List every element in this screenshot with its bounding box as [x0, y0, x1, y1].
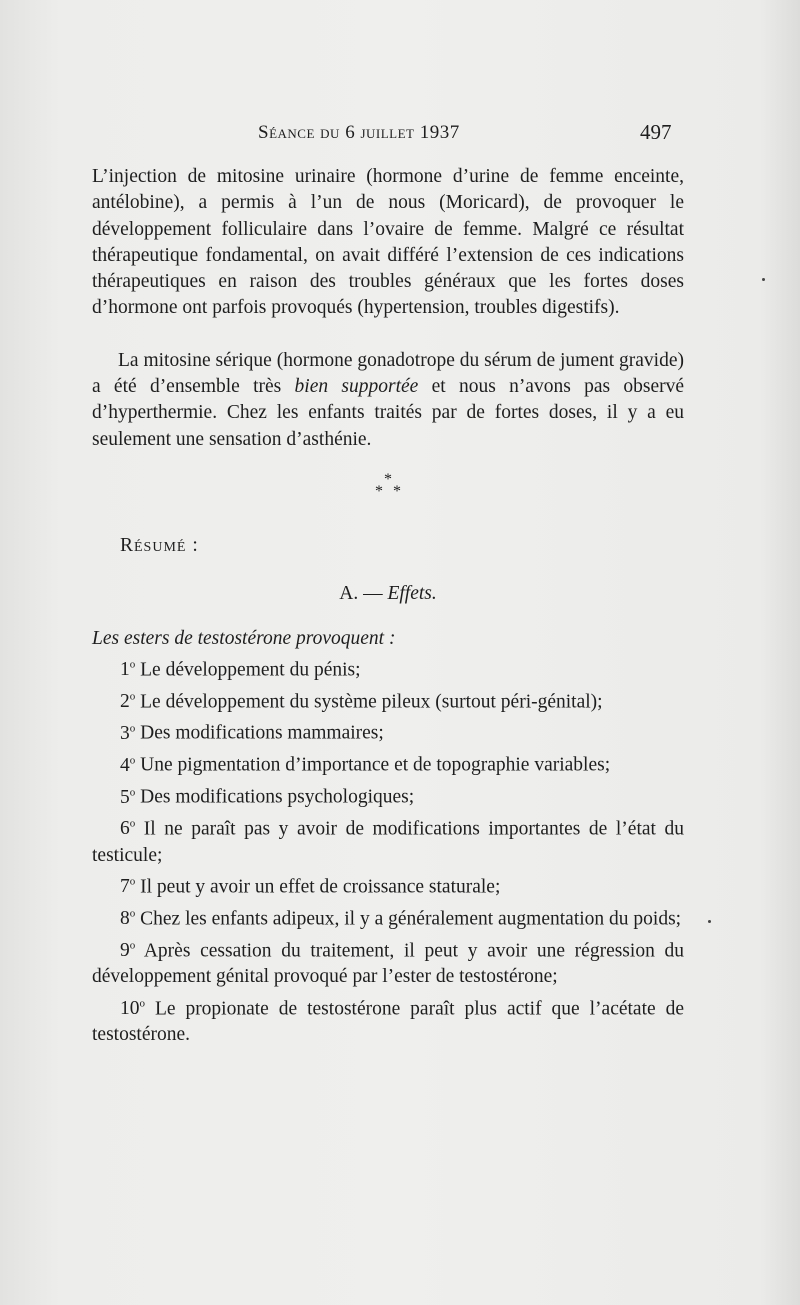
item-number-value: 2 — [120, 691, 130, 713]
item-number — [120, 818, 135, 839]
emphasis-text: bien supportée — [294, 376, 419, 398]
ordinal-marker: o — [129, 875, 136, 888]
list-item — [92, 715, 684, 747]
item-number-value: 3 — [120, 722, 130, 744]
ordinal-marker: o — [139, 997, 145, 1010]
running-head — [258, 122, 460, 144]
ordinal-marker: o — [129, 786, 136, 799]
item-number-value: 4 — [120, 754, 130, 776]
item-text: Il peut y avoir un effet de croissance staturale; — [140, 876, 501, 898]
item-text: Une pigmentation d’importance et de topographie variables; — [140, 754, 611, 776]
resume-heading: Résumé : — [120, 534, 199, 556]
ordinal-marker: o — [129, 722, 136, 735]
item-number-value: 10 — [120, 998, 140, 1020]
list-item — [92, 869, 684, 901]
running-head-month: juillet — [360, 122, 415, 143]
list-item — [92, 684, 684, 716]
ordinal-marker: o — [129, 817, 136, 830]
item-text: Le propionate de testostérone paraît plus actif que l’acétate de testostérone. — [92, 998, 684, 1046]
item-text: Le développement du système pileux (surtout péri-génital); — [140, 691, 603, 713]
page-number: 497 — [640, 120, 672, 144]
running-head-prefix: Séance du — [258, 122, 340, 143]
item-number — [120, 723, 135, 744]
item-number — [120, 908, 135, 929]
item-number-value: 6 — [120, 818, 130, 840]
item-number — [120, 659, 135, 680]
section-title: Effets. — [387, 583, 437, 605]
effects-list — [92, 652, 684, 1049]
asterism — [92, 463, 684, 525]
item-number — [120, 876, 135, 897]
paragraph-mitosine-serique — [92, 348, 684, 453]
item-number-value: 5 — [120, 786, 130, 808]
ordinal-marker: o — [129, 907, 136, 920]
item-number-value: 9 — [120, 940, 130, 962]
section-heading — [92, 581, 684, 607]
asterism-star: * — [393, 482, 401, 500]
paragraph-text: La mitosine sérique (hormone gonadotrope du sérum de jument gravide) a été d’ensemble très — [92, 349, 684, 398]
item-text: Il ne paraît pas y avoir de modifications importantes de l’état du testicule; — [92, 818, 684, 866]
item-number — [120, 940, 135, 961]
page-body — [92, 164, 684, 1049]
item-text: Après cessation du traitement, il peut y avoir une régression du développement génital provoqué par l’ester de testostérone; — [92, 940, 684, 988]
scan-speck — [762, 278, 765, 281]
list-item — [92, 933, 684, 991]
paragraph-mitosine-urinaire: L’injection de mitosine urinaire (hormone d’urine de femme enceinte, antélobine), a permis à l’un de nous (Moricard), de provoquer le développement folliculaire dans l’ovaire de femme. Malgré ce résultat thérapeutique fondamental, on avait différé l’extension de ces indications thérapeutiques en raison des troubles généraux que les fortes doses d’hormone ont parfois provoqués (hypertension, troubles digestifs). — [92, 166, 684, 319]
list-item — [92, 901, 684, 933]
item-number-value: 8 — [120, 908, 130, 930]
ordinal-marker: o — [129, 754, 136, 767]
item-number-value: 7 — [120, 876, 130, 898]
list-item — [92, 811, 684, 869]
running-head-day: 6 — [345, 122, 356, 143]
list-item — [92, 652, 684, 684]
item-text: Des modifications mammaires; — [140, 722, 384, 744]
item-number — [120, 787, 135, 808]
item-text: Des modifications psychologiques; — [140, 786, 415, 808]
section-label: A. — — [339, 583, 383, 605]
item-text: Chez les enfants adipeux, il y a généralement augmentation du poids; — [140, 908, 682, 930]
paragraph-gap — [92, 322, 684, 348]
paragraph-text: et nous n’avons pas observé d’hyperthermie. Chez les enfants traités par de fortes doses, il y a eu seulement une sensation d’asthénie. — [92, 376, 684, 450]
running-head-year: 1937 — [419, 122, 460, 143]
ordinal-marker: o — [129, 939, 136, 952]
page-header — [0, 120, 800, 150]
list-item — [92, 991, 684, 1049]
item-text: Le développement du pénis; — [140, 659, 361, 681]
ordinal-marker: o — [129, 690, 136, 703]
list-intro: Les esters de testostérone provoquent : — [92, 627, 396, 649]
item-number-value: 1 — [120, 659, 130, 681]
ordinal-marker: o — [129, 658, 136, 671]
item-number — [120, 691, 135, 712]
item-number — [120, 755, 135, 776]
scan-speck — [708, 920, 711, 923]
asterism-star: * — [384, 470, 392, 488]
asterism-star: * — [375, 482, 383, 500]
item-number — [120, 998, 145, 1019]
list-item — [92, 747, 684, 779]
list-item — [92, 779, 684, 811]
